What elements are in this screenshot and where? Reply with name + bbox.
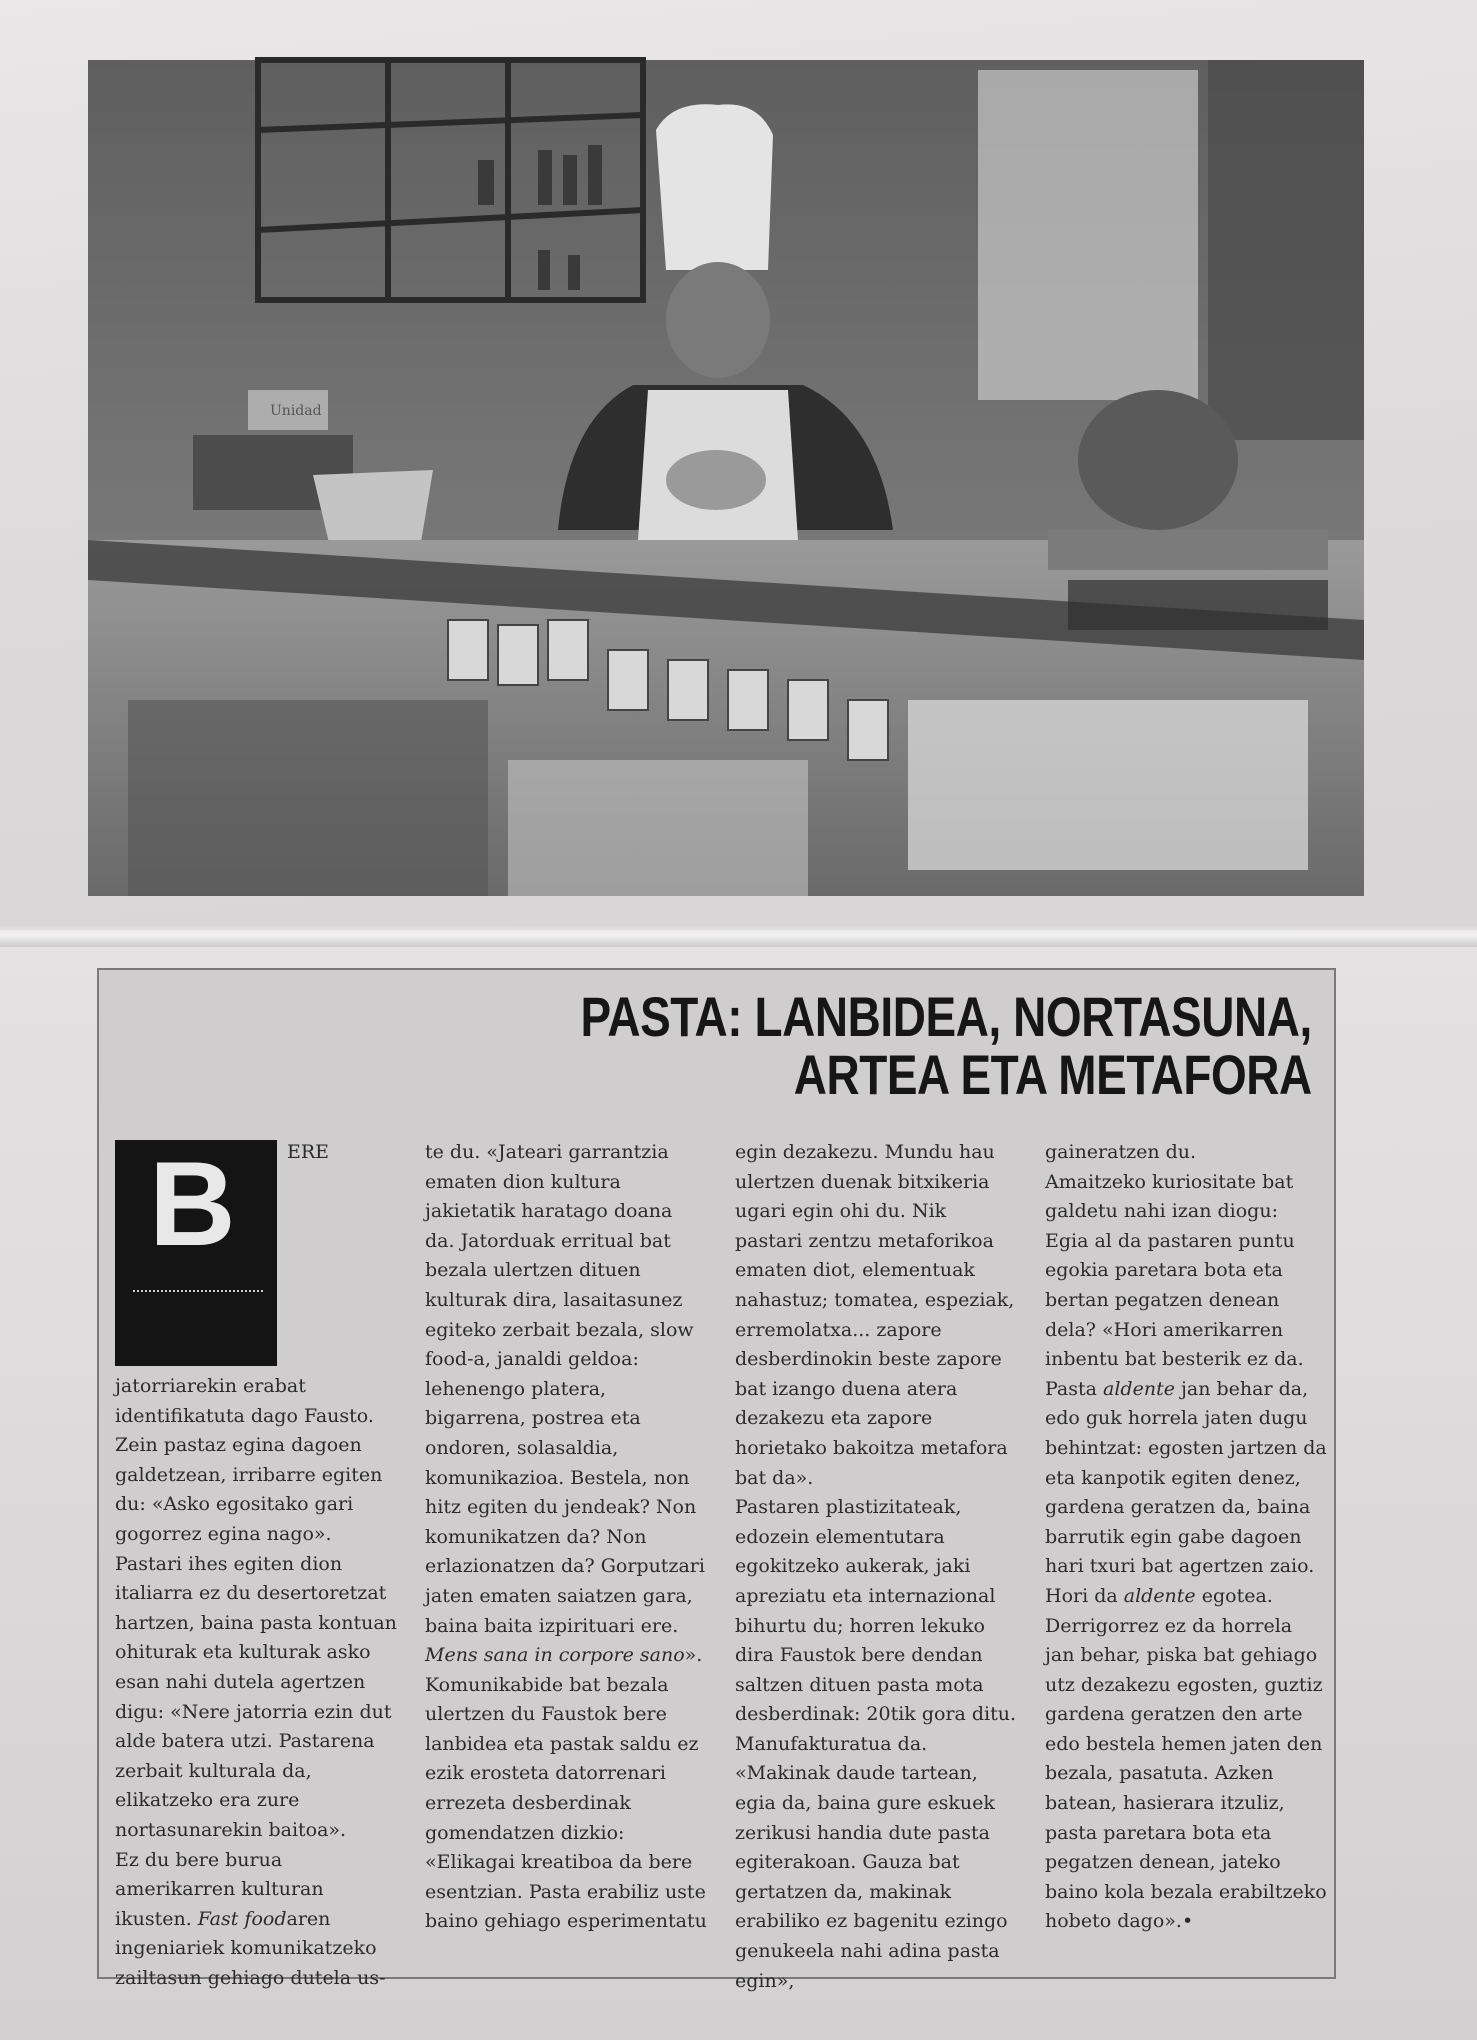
paragraph: Komunikabide bat bezala ulertzen du Faustok bere lanbidea eta pastak saldu ez ezik erosteta datorrenari errezeta desberdinak gomendatzen dizkio: «Elikagai kreatiboa da bere esentzian. Pasta erabiliz uste baino gehiago esperimentatu [425, 1673, 707, 1933]
italic-term: aldente [1103, 1377, 1175, 1400]
paragraph: egin dezakezu. Mundu hau ulertzen duenak bitxikeria ugari egin ohi du. Nik pastari zentzu metaforikoa ematen diot, elementuak nahastuz; tomatea, espeziak, erremolatxa... zapore desberdinokin beste zapore bat izango duena atera dezakezu eta zapore horietako bakoitza metafora bat da». [735, 1141, 1015, 1489]
paragraph [425, 1138, 707, 1671]
paragraph-text: ». [684, 1644, 703, 1667]
article-box [97, 968, 1336, 1992]
paragraph [1045, 1168, 1327, 1937]
paragraph-text: te du. «Jateari garrantzia ematen dion kultura jakietatik haratago doana da. Jatorduak erritual bat bezala ulertzen dituen kulturak dira, lasaitasunez egiteko zerbait bezala, slow food-a, janaldi geldoa: lehenengo platera, bigarrena, postrea eta ondoren, solasaldia, komunikazioa. Bestela, non hitz egiten du jendeak? Non komunikatzen da? Non erlazionatzen da? Gorputzari jaten ematen saiatzen gara, baina baita izpirituari ere. [425, 1141, 705, 1637]
dropcap-letter: B [149, 1137, 236, 1271]
bucket-label: Unidad [270, 403, 322, 419]
article-column-4 [1045, 1138, 1327, 1968]
paragraph: Pastari ihes egiten dion italiarra ez du desertoretzat hartzen, baina pasta kontuan ohiturak eta kulturak asko esan nahi dutela agertzen digu: «Nere jatorria ezin dut alde batera utzi. Pastarena zerbait kulturala da, elikatzeko era zure nortasunarekin baitoa». [115, 1552, 397, 1841]
paragraph-text: Amaitzeko kuriositate bat galdetu nahi izan diogu: Egia al da pastaren puntu egokia paretara bota eta bertan pegatzen denean dela? «Hori amerikarren inbentu bat besterik ez da. Pasta [1045, 1170, 1304, 1400]
italic-quote: Mens sana in corpore sano [425, 1644, 685, 1667]
article-column-2 [425, 1138, 707, 1968]
headline-line-2: ARTEA ETA METAFORA [793, 1043, 1312, 1106]
paragraph-text: egotea. Derrigorrez ez da horrela jan behar, piska bat gehiago utz dezakezu egosten, guztiz gardena geratzen den arte edo bestela hemen jaten den bezala, pasatuta. Azken batean, hasierara itzuliz, pasta paretara bota eta pegatzen denean, jateko baino kola bezala erabiltzeko hobeto dago».• [1045, 1584, 1327, 1933]
article-column-1 [115, 1137, 397, 1989]
article-column-3 [735, 1138, 1017, 1992]
italic-term: aldente [1123, 1584, 1196, 1607]
paragraph-text: jan behar da, edo guk horrela jaten dugu behintzat: egosten jartzen da eta kanpotik egiten denez, gardena geratzen da, baina barrutik egin gabe dagoen hari txuri bat agertzen zaio. Hori da [1045, 1377, 1327, 1607]
article-columns [115, 1137, 1327, 1992]
paragraph: gaineratzen du. [1045, 1141, 1197, 1163]
italic-term: Fast food [197, 1907, 287, 1930]
paragraph-text: Ez du bere burua amerikarren kulturan ikusten. [115, 1848, 324, 1930]
paragraph: ERE jatorriarekin erabat identifikatuta dago Fausto. Zein pastaz egina dagoen galdetzean, irribarre egiten du: «Asko egositako gari gogorrez egina nago». [115, 1141, 383, 1545]
headline-line-1: PASTA: LANBIDEA, NORTASUNA, [580, 985, 1312, 1048]
paper-fold [0, 925, 1477, 947]
paragraph: Pastaren plastizitateak, edozein elementutara egokitzeko aukerak, jaki apreziatu eta internazional bihurtu du; horren lekuko dira Faustok bere dendan saltzen dituen pasta mota desberdinak: 20tik gora ditu. Manufakturatua da. «Makinak daude tartean, egia da, baina gure eskuek zerikusi handia dute pasta egiterakoan. Gauza bat gertatzen da, makinak erabiliko ez bagenitu ezingo genukeela nahi adina pasta egin», [735, 1496, 1017, 1992]
paragraph-text: aren ingeniariek komunikatzeko zailtasun gehiago dutela us- [115, 1907, 386, 1989]
dropcap [115, 1137, 277, 1366]
article-photo [88, 60, 1364, 896]
dropcap-dotted-line [133, 1290, 263, 1292]
article-headline [580, 985, 1312, 1106]
photo-illustration [88, 60, 1364, 896]
paragraph [115, 1846, 397, 1994]
